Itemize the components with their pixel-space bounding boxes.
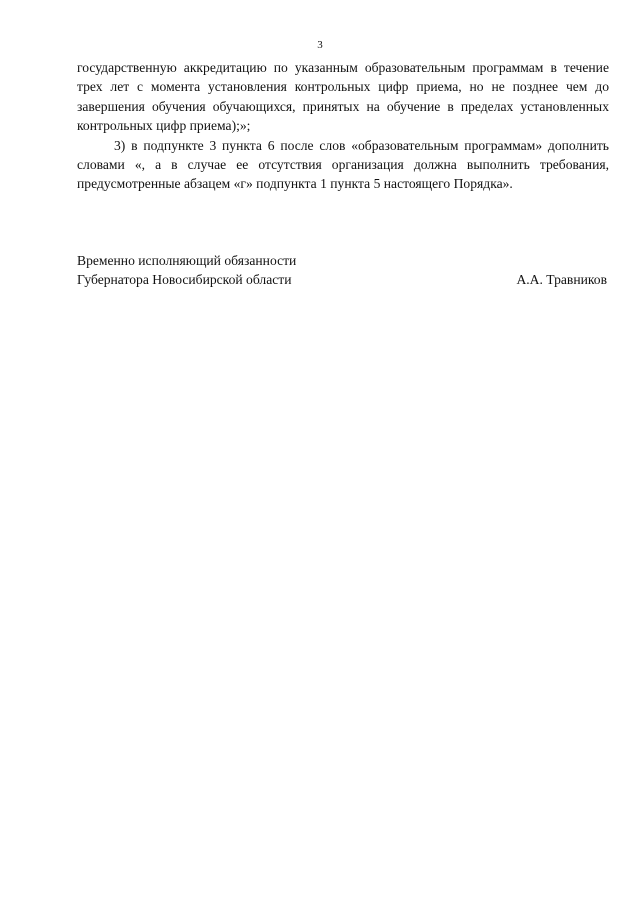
document-body [77, 58, 609, 194]
page-number: 3 [317, 39, 323, 51]
paragraph-item-3: 3) в подпункте 3 пункта 6 после слов «образовательным программам» дополнить словами «, а в случае ее отсутствия организация должна выполнить требования, предусмотренные абзацем «г» подпункта 1 пункта 5 настоящего Порядка». [77, 137, 609, 192]
signatory-name: А.А. Травников [516, 272, 607, 288]
paragraph-continuation: государственную аккредитацию по указанным образовательным программам в течение трех лет с момента установления контрольных цифр приема, но не позднее чем до завершения обучения обучающихся, принятых на обучение в пределах установленных контрольных цифр приема);»; [77, 60, 609, 134]
signatory-position-line1: Временно исполняющий обязанности [77, 253, 297, 268]
signatory-position-line2: Губернатора Новосибирской области [77, 272, 292, 288]
signature-row [77, 270, 607, 289]
signature-block [77, 251, 607, 290]
